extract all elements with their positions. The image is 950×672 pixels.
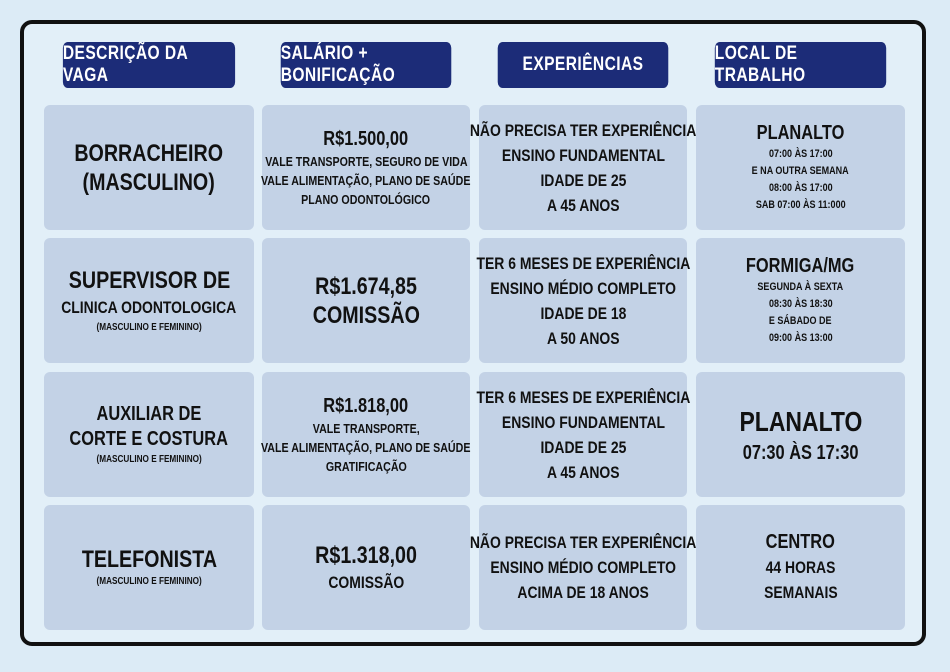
benefit-line: VALE ALIMENTAÇÃO, PLANO DE SAÚDE <box>261 439 471 455</box>
benefit-line: COMISSÃO <box>312 301 420 329</box>
schedule-line: 07:30 ÀS 17:30 <box>742 442 859 464</box>
row1-descricao <box>44 105 254 230</box>
experience-line: TER 6 MESES DE EXPERIÊNCIA <box>476 253 690 273</box>
row3-descricao <box>44 372 254 497</box>
row4-descricao <box>44 505 254 630</box>
header-local: LOCAL DE TRABALHO <box>715 42 886 88</box>
row4-experiencia <box>469 505 697 630</box>
benefit-line: VALE TRANSPORTE, SEGURO DE VIDA <box>264 153 468 169</box>
header-descricao: DESCRIÇÃO DA VAGA <box>63 42 235 88</box>
salary-value: R$1.818,00 <box>323 394 409 417</box>
row2-local <box>696 238 905 363</box>
row2-salario <box>262 238 470 363</box>
schedule-line: SEMANAIS <box>763 583 838 602</box>
experience-line: ENSINO FUNDAMENTAL <box>501 412 665 432</box>
experience-line: IDADE DE 25 <box>540 170 626 190</box>
job-title: CORTE E COSTURA <box>69 427 229 450</box>
experience-line: IDADE DE 25 <box>540 437 626 457</box>
location-name: PLANALTO <box>739 406 862 437</box>
location-name: CENTRO <box>765 531 836 553</box>
salary-value: R$1.674,85 <box>315 272 417 300</box>
job-gender: (MASCULINO E FEMININO) <box>96 321 202 333</box>
benefit-line: COMISSÃO <box>328 572 404 592</box>
schedule-line: SEGUNDA À SEXTA <box>757 281 844 293</box>
schedule-line: 09:00 ÀS 13:00 <box>768 332 833 344</box>
row2-experiencia <box>476 238 690 363</box>
experience-line: TER 6 MESES DE EXPERIÊNCIA <box>476 387 690 407</box>
experience-line: NÃO PRECISA TER EXPERIÊNCIA <box>469 120 697 140</box>
row3-experiencia <box>476 372 690 497</box>
schedule-line: 08:00 ÀS 17:00 <box>768 182 833 194</box>
location-name: PLANALTO <box>756 122 845 144</box>
schedule-line: 44 HORAS <box>765 558 836 577</box>
row4-local <box>696 505 905 630</box>
experience-line: A 45 ANOS <box>546 195 620 215</box>
salary-value: R$1.318,00 <box>315 541 417 569</box>
salary-value: R$1.500,00 <box>323 127 409 150</box>
schedule-line: E NA OUTRA SEMANA <box>751 165 850 177</box>
experience-line: ACIMA DE 18 ANOS <box>517 583 649 602</box>
experience-line: ENSINO MÉDIO COMPLETO <box>490 278 676 298</box>
row3-salario <box>262 372 470 497</box>
header-salario: SALÁRIO + BONIFICAÇÃO <box>281 42 452 88</box>
row3-local <box>696 372 905 497</box>
job-title-detail: CLINICA ODONTOLOGICA <box>61 297 237 317</box>
benefit-line: VALE ALIMENTAÇÃO, PLANO DE SAÚDE <box>261 172 471 188</box>
experience-line: IDADE DE 18 <box>540 303 626 323</box>
schedule-line: 08:30 ÀS 18:30 <box>768 298 833 310</box>
row2-descricao <box>44 238 254 363</box>
job-title: TELEFONISTA <box>81 546 217 573</box>
job-gender: (MASCULINO E FEMININO) <box>96 576 202 587</box>
schedule-line: E SÁBADO DE <box>769 315 832 327</box>
row4-salario <box>262 505 470 630</box>
experience-line: A 50 ANOS <box>546 328 620 348</box>
schedule-line: 07:00 ÀS 17:00 <box>768 148 833 160</box>
row1-experiencia <box>469 105 697 230</box>
job-title: AUXILIAR DE <box>96 402 202 425</box>
job-gender: (MASCULINO E FEMININO) <box>96 453 202 465</box>
row1-local <box>696 105 905 230</box>
experience-line: ENSINO FUNDAMENTAL <box>501 145 665 165</box>
benefit-line: PLANO ODONTOLÓGICO <box>301 191 431 207</box>
schedule-line: SAB 07:00 ÀS 11:000 <box>755 199 846 211</box>
job-title: SUPERVISOR DE <box>68 266 230 294</box>
experience-line: ENSINO MÉDIO COMPLETO <box>490 558 676 577</box>
location-name: FORMIGA/MG <box>746 255 855 277</box>
experience-line: NÃO PRECISA TER EXPERIÊNCIA <box>469 533 697 552</box>
job-gender: (MASCULINO) <box>82 168 216 196</box>
benefit-line: VALE TRANSPORTE, <box>312 420 420 436</box>
experience-line: A 45 ANOS <box>546 462 620 482</box>
row1-salario <box>262 105 470 230</box>
job-title: BORRACHEIRO <box>74 139 224 167</box>
benefit-line: GRATIFICAÇÃO <box>325 458 407 474</box>
header-experiencias: EXPERIÊNCIAS <box>498 42 669 88</box>
